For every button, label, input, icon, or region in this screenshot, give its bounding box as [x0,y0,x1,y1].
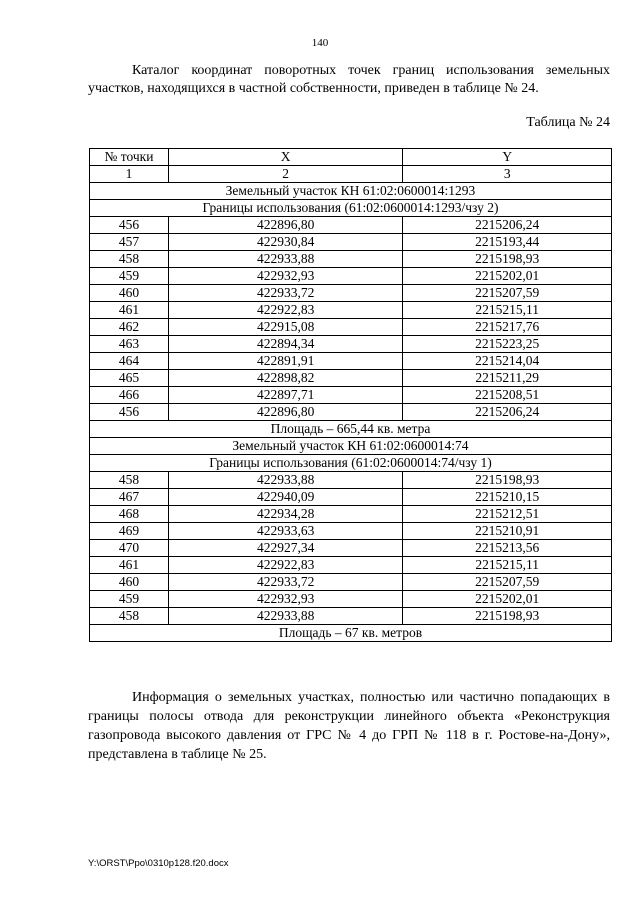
table-row [90,472,612,489]
point-number-cell: 468 [90,506,169,523]
table-row [90,268,612,285]
point-number-cell: 457 [90,234,169,251]
page-number: 140 [311,37,329,49]
table-row [90,285,612,302]
point-number-cell: 469 [90,523,169,540]
x-coordinate-cell: 422932,93 [168,268,403,285]
table-row [90,234,612,251]
area-total-row [90,625,612,642]
x-coordinate-cell: 422927,34 [168,540,403,557]
y-coordinate-cell: 2215210,91 [403,523,612,540]
y-coordinate-cell: 2215211,29 [403,370,612,387]
boundary-title-row [90,455,612,472]
point-number-cell: 456 [90,217,169,234]
y-coordinate-cell: 2215213,56 [403,540,612,557]
y-coordinate-cell: 2215193,44 [403,234,612,251]
y-coordinate-cell: 2215198,93 [403,251,612,268]
x-coordinate-cell: 422922,83 [168,302,403,319]
table-row [90,608,612,625]
table-row [90,319,612,336]
closing-paragraph: Информация о земельных участках, полностью или частично попадающих в границы полосы отвода для реконструкции линейного объекта «Реконструкция газопровода высокого давления от ГРС № 4 до ГРП № 118 в г. Ростове-на-Дону», представлена в таблице № 25. [88,690,610,762]
parcel-title-row [90,183,612,200]
point-number-cell: 461 [90,302,169,319]
x-coordinate-cell: 422933,88 [168,608,403,625]
header-y: Y [403,149,612,166]
area-total: Площадь – 67 кв. метров [90,625,612,642]
point-number-cell: 464 [90,353,169,370]
x-coordinate-cell: 422933,88 [168,251,403,268]
y-coordinate-cell: 2215210,15 [403,489,612,506]
table-row [90,336,612,353]
point-number-cell: 470 [90,540,169,557]
table-row [90,387,612,404]
boundary-title: Границы использования (61:02:0600014:74/чзу 1) [90,455,612,472]
parcel-title: Земельный участок КН 61:02:0600014:1293 [90,183,612,200]
table-row [90,370,612,387]
y-coordinate-cell: 2215208,51 [403,387,612,404]
table-row [90,489,612,506]
intro-paragraph: Каталог координат поворотных точек границ использования земельных участков, находящихся в частной собственности, приведен в таблице № 24. [88,63,610,96]
y-coordinate-cell: 2215207,59 [403,285,612,302]
column-number: 3 [403,166,612,183]
header-x: X [168,149,403,166]
point-number-cell: 458 [90,251,169,268]
x-coordinate-cell: 422891,91 [168,353,403,370]
y-coordinate-cell: 2215202,01 [403,268,612,285]
point-number-cell: 465 [90,370,169,387]
footer-file-path: Y:\ORST\Ppo\0310p128.f20.docx [88,858,229,869]
column-number: 1 [90,166,169,183]
point-number-cell: 463 [90,336,169,353]
x-coordinate-cell: 422933,72 [168,574,403,591]
coordinates-table [89,148,612,642]
x-coordinate-cell: 422894,34 [168,336,403,353]
table-row [90,217,612,234]
y-coordinate-cell: 2215223,25 [403,336,612,353]
boundary-title-row [90,200,612,217]
table-row [90,557,612,574]
y-coordinate-cell: 2215214,04 [403,353,612,370]
x-coordinate-cell: 422934,28 [168,506,403,523]
table-row [90,353,612,370]
table-caption: Таблица № 24 [526,115,610,130]
table-row [90,591,612,608]
x-coordinate-cell: 422898,82 [168,370,403,387]
column-number: 2 [168,166,403,183]
point-number-cell: 462 [90,319,169,336]
point-number-cell: 458 [90,472,169,489]
x-coordinate-cell: 422915,08 [168,319,403,336]
x-coordinate-cell: 422933,88 [168,472,403,489]
table-row [90,506,612,523]
y-coordinate-cell: 2215215,11 [403,302,612,319]
x-coordinate-cell: 422932,93 [168,591,403,608]
x-coordinate-cell: 422933,72 [168,285,403,302]
y-coordinate-cell: 2215198,93 [403,608,612,625]
table-body [90,183,612,642]
parcel-title: Земельный участок КН 61:02:0600014:74 [90,438,612,455]
table-header-row [90,149,612,166]
table-row [90,302,612,319]
y-coordinate-cell: 2215206,24 [403,217,612,234]
y-coordinate-cell: 2215217,76 [403,319,612,336]
area-total-row [90,421,612,438]
table-row [90,574,612,591]
table-row [90,251,612,268]
table-row [90,404,612,421]
x-coordinate-cell: 422922,83 [168,557,403,574]
point-number-cell: 459 [90,268,169,285]
table-row [90,523,612,540]
y-coordinate-cell: 2215207,59 [403,574,612,591]
x-coordinate-cell: 422897,71 [168,387,403,404]
parcel-title-row [90,438,612,455]
x-coordinate-cell: 422930,84 [168,234,403,251]
column-number-row [90,166,612,183]
y-coordinate-cell: 2215215,11 [403,557,612,574]
x-coordinate-cell: 422940,09 [168,489,403,506]
point-number-cell: 459 [90,591,169,608]
y-coordinate-cell: 2215206,24 [403,404,612,421]
y-coordinate-cell: 2215198,93 [403,472,612,489]
y-coordinate-cell: 2215202,01 [403,591,612,608]
x-coordinate-cell: 422896,80 [168,404,403,421]
y-coordinate-cell: 2215212,51 [403,506,612,523]
area-total: Площадь – 665,44 кв. метра [90,421,612,438]
point-number-cell: 467 [90,489,169,506]
table-row [90,540,612,557]
point-number-cell: 460 [90,285,169,302]
point-number-cell: 458 [90,608,169,625]
point-number-cell: 460 [90,574,169,591]
point-number-cell: 461 [90,557,169,574]
point-number-cell: 456 [90,404,169,421]
header-point-number: № точки [90,149,169,166]
x-coordinate-cell: 422933,63 [168,523,403,540]
point-number-cell: 466 [90,387,169,404]
x-coordinate-cell: 422896,80 [168,217,403,234]
boundary-title: Границы использования (61:02:0600014:1293/чзу 2) [90,200,612,217]
